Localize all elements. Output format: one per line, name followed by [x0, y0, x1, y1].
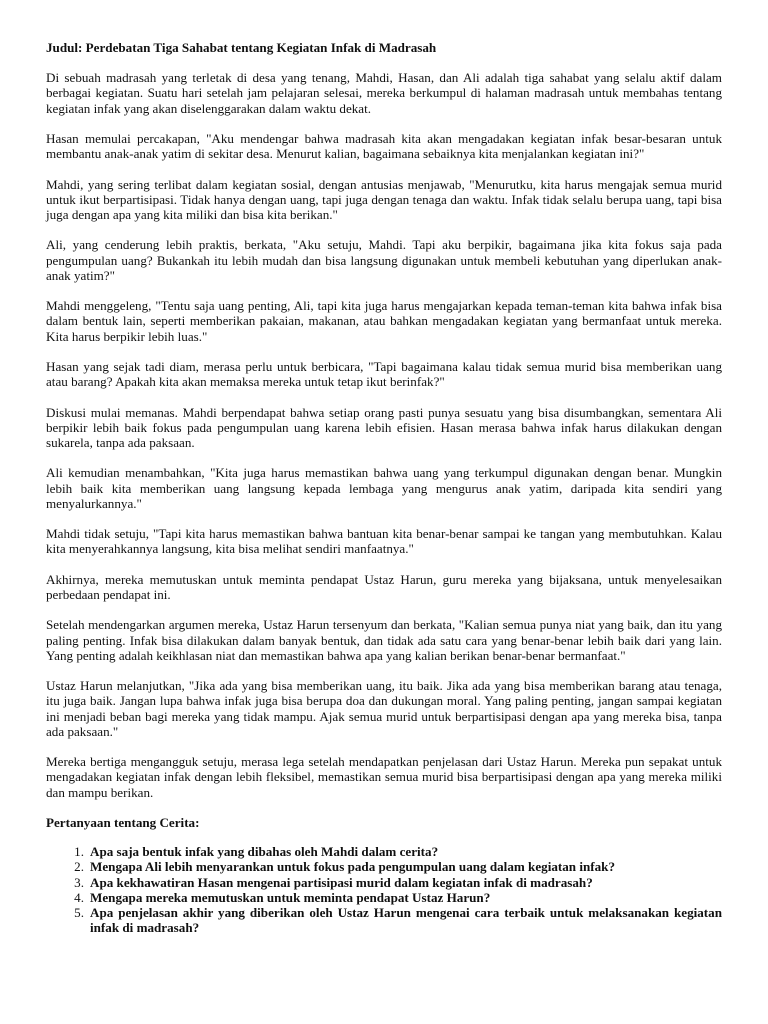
- paragraph: Mahdi tidak setuju, "Tapi kita harus memastikan bahwa bantuan kita benar-benar sampai ke tangan yang membutuhkan. Kalau kita menyerahkannya langsung, kita bisa melihat sendiri manfaatnya.": [46, 526, 722, 557]
- paragraph: Akhirnya, mereka memutuskan untuk meminta pendapat Ustaz Harun, guru mereka yang bijaksana, untuk menyelesaikan perbedaan pendapat ini.: [46, 571, 722, 602]
- paragraph: Diskusi mulai memanas. Mahdi berpendapat bahwa setiap orang pasti punya sesuatu yang bisa disumbangkan, sementara Ali berpikir lebih baik fokus pada pengumpulan uang karena lebih efisien. Hasan merasa bahwa infak harus dilakukan dengan sukarela, tanpa ada paksaan.: [46, 404, 722, 450]
- question-text: Mengapa mereka memutuskan untuk meminta pendapat Ustaz Harun?: [90, 889, 491, 905]
- question-text: Apa saja bentuk infak yang dibahas oleh Mahdi dalam cerita?: [90, 844, 439, 860]
- paragraph: Ali, yang cenderung lebih praktis, berkata, "Aku setuju, Mahdi. Tapi aku berpikir, bagaimana jika kita fokus saja pada pengumpulan uang? Bukankah itu lebih mudah dan bisa langsung digunakan untuk membeli kebutuhan yang diperlukan anak-anak yatim?": [46, 237, 722, 283]
- story-body: [46, 70, 722, 800]
- question-text: Apa penjelasan akhir yang diberikan oleh Ustaz Harun mengenai cara terbaik untuk melaksanakan kegiatan infak di madrasah?: [90, 904, 722, 936]
- questions-heading: Pertanyaan tentang Cerita:: [46, 814, 200, 830]
- paragraph: Ali kemudian menambahkan, "Kita juga harus memastikan bahwa uang yang terkumpul digunakan dengan benar. Mungkin lebih baik kita memberikan uang langsung kepada lembaga yang mengurus anak yatim, daripada kita sendiri yang menyalurkannya.": [46, 465, 722, 511]
- paragraph: Mereka bertiga mengangguk setuju, merasa lega setelah mendapatkan penjelasan dari Ustaz Harun. Mereka pun sepakat untuk mengadakan kegiatan infak dengan lebih fleksibel, memastikan semua murid bisa berpartisipasi dengan apa yang mereka miliki dan mampu berikan.: [46, 754, 722, 800]
- paragraph: Ustaz Harun melanjutkan, "Jika ada yang bisa memberikan uang, itu baik. Jika ada yang bisa memberikan barang atau tenaga, itu juga baik. Jangan lupa bahwa infak juga bisa berupa doa dan dukungan moral. Yang paling penting, jangan sampai kegiatan ini menjadi beban bagi mereka yang tidak mampu. Ajak semua murid untuk berpartisipasi dengan apa yang mereka bisa, tanpa ada paksaan.": [46, 678, 722, 739]
- question-item: [46, 875, 722, 890]
- questions-list: [46, 844, 722, 935]
- question-item: [46, 905, 722, 935]
- question-text: Mengapa Ali lebih menyarankan untuk fokus pada pengumpulan uang dalam kegiatan infak?: [90, 859, 615, 875]
- question-number: 4.: [74, 889, 84, 905]
- question-item: [46, 859, 722, 874]
- question-number: 2.: [74, 859, 84, 875]
- paragraph: Di sebuah madrasah yang terletak di desa yang tenang, Mahdi, Hasan, dan Ali adalah tiga sahabat yang selalu aktif dalam berbagai kegiatan. Suatu hari setelah jam pelajaran selesai, mereka berkumpul di halaman madrasah untuk membahas tentang kegiatan infak yang akan diselenggarakan dalam waktu dekat.: [46, 70, 722, 116]
- paragraph: Hasan yang sejak tadi diam, merasa perlu untuk berbicara, "Tapi bagaimana kalau tidak semua murid bisa memberikan uang atau barang? Apakah kita akan memaksa mereka untuk tetap ikut berinfak?": [46, 358, 722, 390]
- paragraph: Mahdi menggeleng, "Tentu saja uang penting, Ali, tapi kita juga harus mengajarkan kepada teman-teman kita bahwa infak bisa dalam bentuk lain, seperti memberikan pakaian, makanan, atau bahkan mengadakan kegiatan yang bermanfaat untuk mereka. Kita harus berpikir lebih luas.": [46, 298, 722, 344]
- question-number: 1.: [74, 844, 84, 860]
- question-item: [46, 890, 722, 905]
- question-number: 5.: [74, 904, 84, 920]
- question-number: 3.: [74, 874, 84, 890]
- document-title: Judul: Perdebatan Tiga Sahabat tentang Kegiatan Infak di Madrasah: [46, 40, 437, 55]
- paragraph: Mahdi, yang sering terlibat dalam kegiatan sosial, dengan antusias menjawab, "Menurutku, kita harus mengajak semua murid untuk ikut berpartisipasi. Tidak hanya dengan uang, tapi juga dengan tenaga dan waktu. Infak tidak selalu berupa uang, tapi bisa juga dengan apa yang kita miliki dan bisa kita berikan.": [46, 176, 722, 222]
- paragraph: Hasan memulai percakapan, "Aku mendengar bahwa madrasah kita akan mengadakan kegiatan infak besar-besaran untuk membantu anak-anak yatim di sekitar desa. Menurut kalian, bagaimana sebaiknya kita menjalankan kegiatan ini?": [46, 131, 722, 162]
- question-text: Apa kekhawatiran Hasan mengenai partisipasi murid dalam kegiatan infak di madrasah?: [90, 874, 593, 890]
- question-item: [46, 844, 722, 859]
- paragraph: Setelah mendengarkan argumen mereka, Ustaz Harun tersenyum dan berkata, "Kalian semua punya niat yang baik, dan itu yang paling penting. Infak bisa dilakukan dalam banyak bentuk, dan tidak ada satu cara yang benar-benar lebih baik dari yang lain. Yang penting adalah keikhlasan niat dan memastikan bahwa apa yang kalian berikan benar-benar bermanfaat.": [46, 617, 722, 663]
